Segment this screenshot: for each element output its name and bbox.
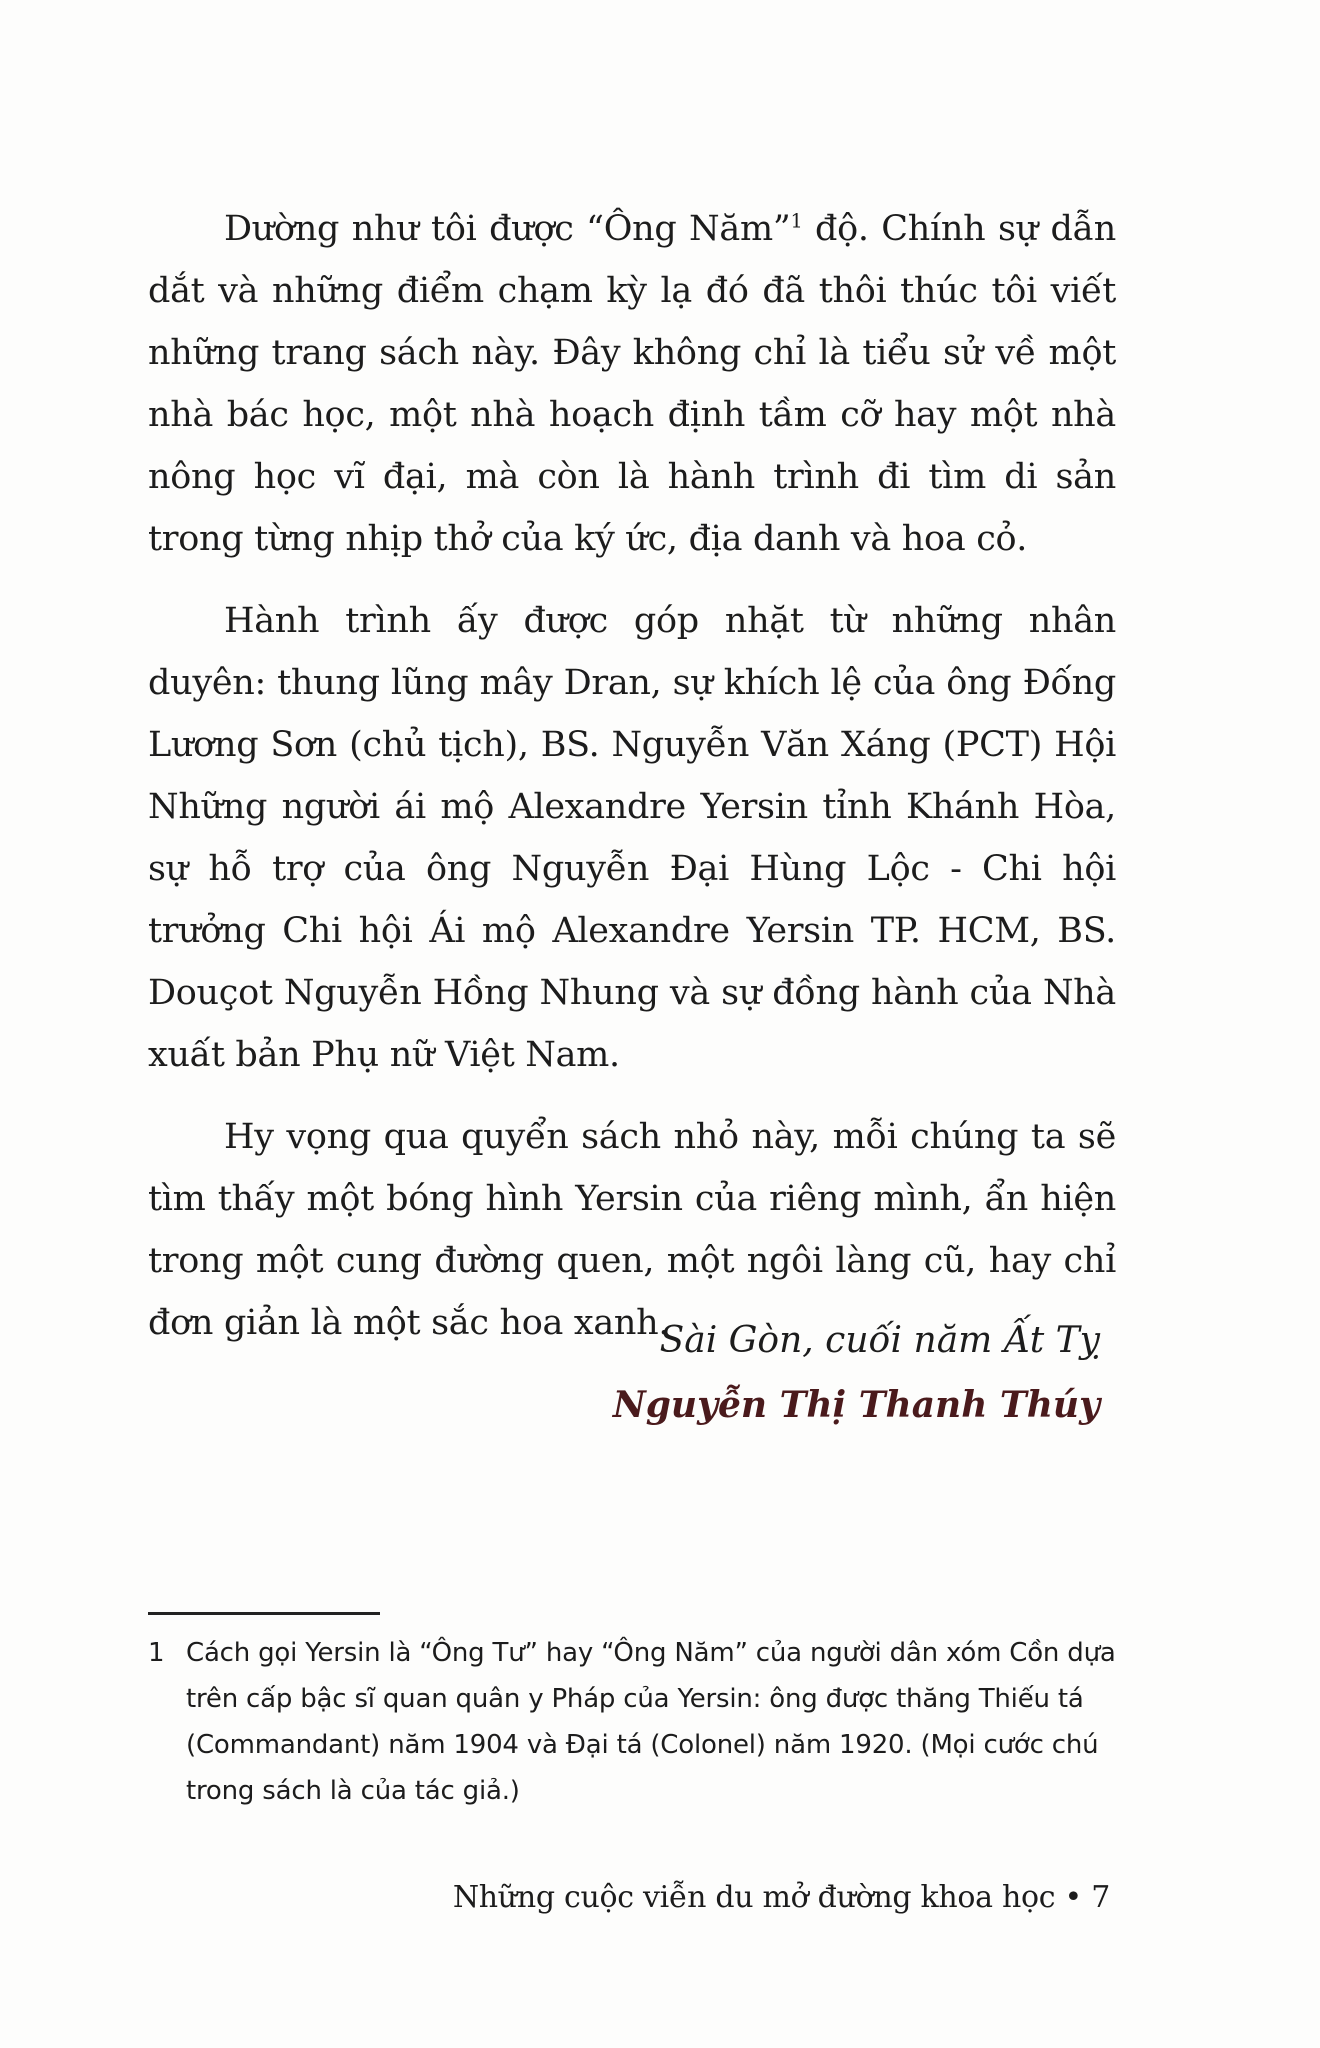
running-footer [453,1880,1110,1915]
footnote-text: Cách gọi Yersin là “Ông Tư” hay “Ông Năm” của người dân xóm Cồn dựa trên cấp bậc sĩ quan quân y Pháp của Yersin: ông được thăng Thiếu tá (Commandant) năm 1904 và Đại tá (Colonel) năm 1920. (Mọi cước chú trong sách là của tác giả.) [186,1638,1116,1806]
footnote-number: 1 [148,1638,165,1668]
signature-place-date: Sài Gòn, cuối năm Ất Tỵ [659,1320,1100,1361]
paragraph-1-text-end: độ. Chính sự dẫn dắt và những điểm chạm kỳ lạ đó đã thôi thúc tôi viết những trang sách này. Đây không chỉ là tiểu sử về một nhà bác học, một nhà hoạch định tầm cỡ hay một nhà nông học vĩ đại, mà còn là hành trình đi tìm di sản trong từng nhịp thở của ký ức, địa danh và hoa cỏ. [148,209,1117,559]
paragraph-2: Hành trình ấy được góp nhặt từ những nhân duyên: thung lũng mây Dran, sự khích lệ của ông Đống Lương Sơn (chủ tịch), BS. Nguyễn Văn Xáng (PCT) Hội Những người ái mộ Alexandre Yersin tỉnh Khánh Hòa, sự hỗ trợ của ông Nguyễn Đại Hùng Lộc - Chi hội trưởng Chi hội Ái mộ Alexandre Yersin TP. HCM, BS. Douçot Nguyễn Hồng Nhung và sự đồng hành của Nhà xuất bản Phụ nữ Việt Nam. [148,601,1116,1075]
running-title: Những cuộc viễn du mở đường khoa học [452,1880,1056,1915]
paragraph-1-text-start: Dường như tôi được “Ông Năm” [224,209,791,249]
footnote [148,1630,1116,1814]
page-body [148,198,1116,1374]
signature-author: Nguyễn Thị Thanh Thúy [612,1384,1100,1426]
footnote-divider [148,1612,380,1615]
footer-bullet: • [1064,1880,1082,1915]
paragraph-3: Hy vọng qua quyển sách nhỏ này, mỗi chúng ta sẽ tìm thấy một bóng hình Yersin của riêng mình, ẩn hiện trong một cung đường quen, một ngôi làng cũ, hay chỉ đơn giản là một sắc hoa xanh. [148,1117,1116,1343]
paragraph-1 [148,198,1116,570]
footnote-reference[interactable]: 1 [790,209,803,233]
page-number: 7 [1091,1880,1110,1915]
